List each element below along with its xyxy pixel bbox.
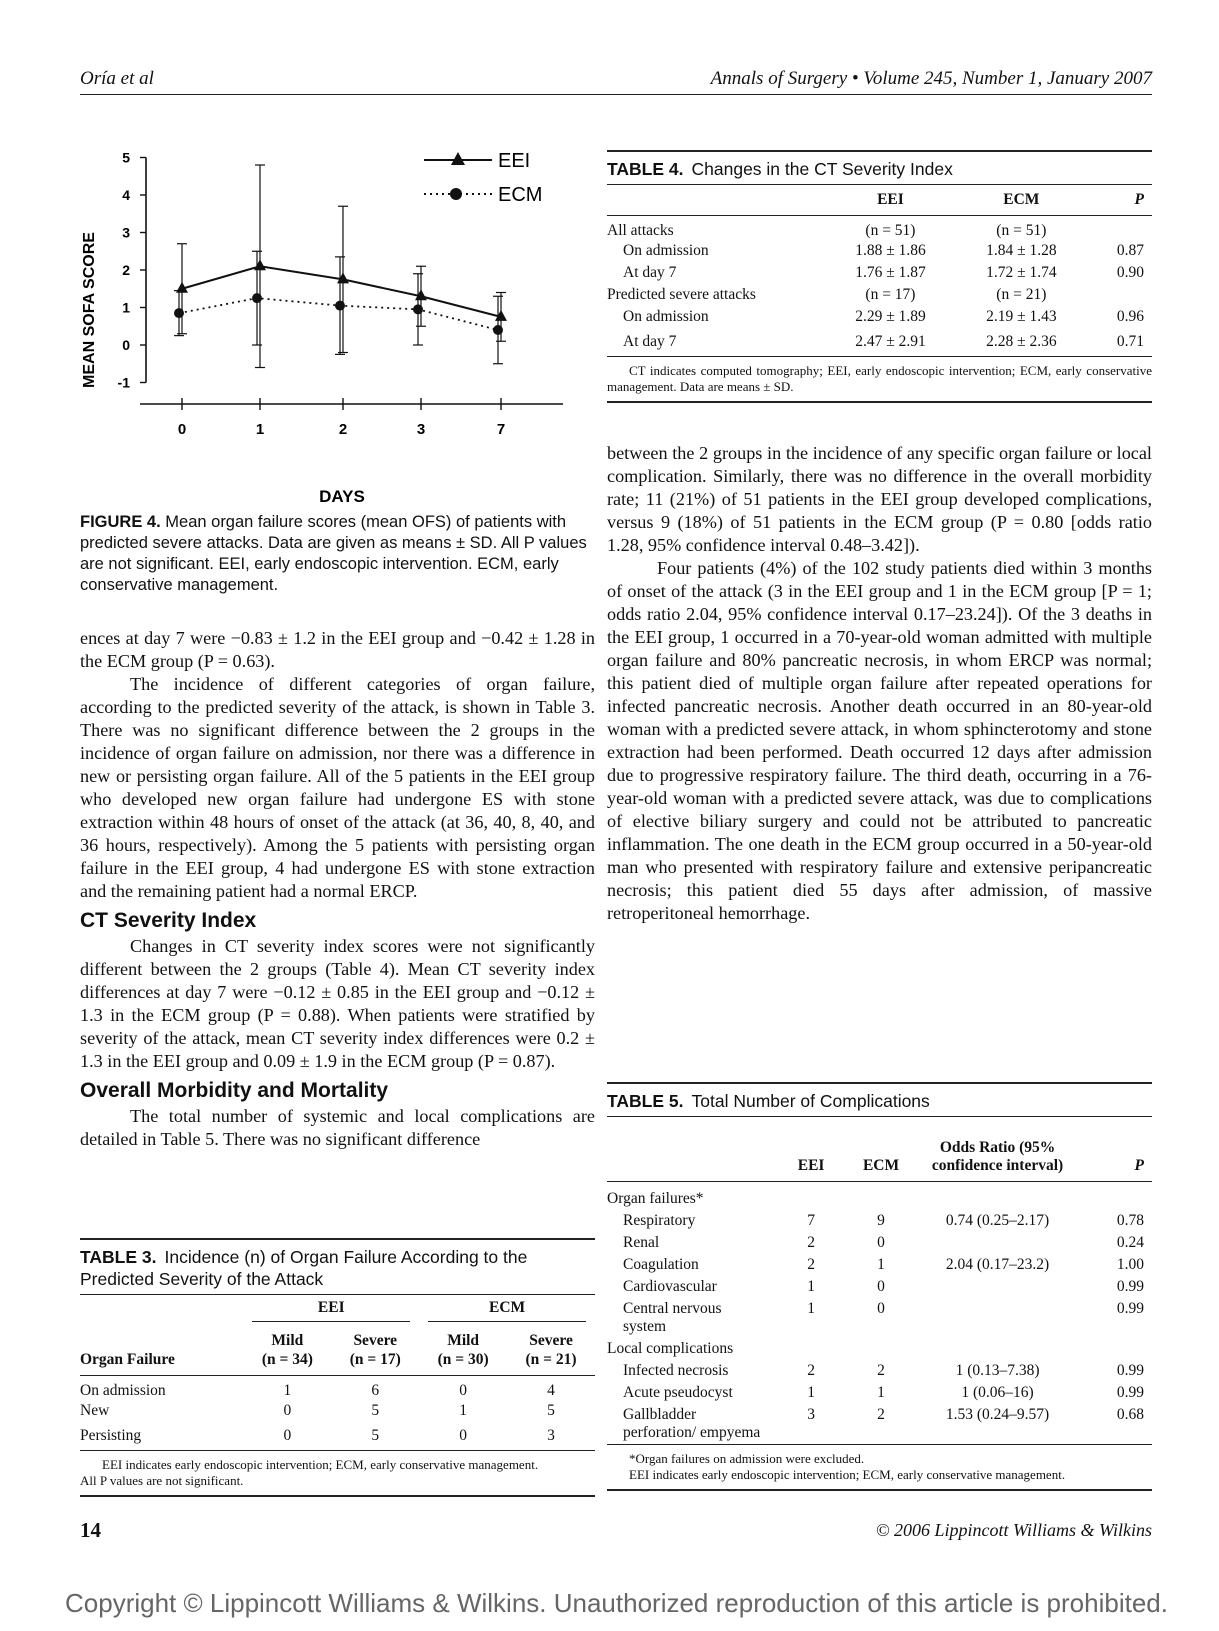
table-cell: Acute pseudocyst <box>623 1383 733 1401</box>
table-row <box>607 215 1152 240</box>
x-tick-label: 7 <box>496 421 506 438</box>
table-cell: (n = 17) <box>865 285 916 303</box>
column-header: Odds Ratio (95% confidence interval) <box>931 1138 1064 1174</box>
table-cell: (n = 51) <box>865 221 916 239</box>
column-header: Organ Failure <box>80 1350 175 1368</box>
table-cell: 0 <box>283 1401 292 1419</box>
table-row <box>607 240 1152 262</box>
chart-legend <box>424 150 542 206</box>
table-cell: 2 <box>807 1233 815 1251</box>
group-header-eei: EEI <box>252 1299 410 1322</box>
table-cell: 1 <box>807 1277 815 1295</box>
table-cell: Renal <box>623 1233 660 1251</box>
column-header: Mild (n = 30) <box>437 1331 489 1368</box>
table-row <box>607 1254 1152 1276</box>
y-tick-label: 1 <box>122 299 130 316</box>
table-row <box>607 262 1152 284</box>
left-column-text <box>80 627 595 1151</box>
table-cell: 1.00 <box>1116 1255 1144 1273</box>
table-cell: Central nervous system <box>623 1299 722 1335</box>
table-row <box>607 1360 1152 1382</box>
table-cell: 1.53 (0.24–9.57) <box>945 1405 1050 1423</box>
right-column-text <box>607 442 1152 925</box>
table-row <box>607 1276 1152 1298</box>
x-tick-label: 2 <box>338 421 348 438</box>
paragraph: Changes in CT severity index scores were not significantly different between the 2 groups (Table 4). Mean CT severity index differences at day 7 were −0.12 ± 0.85 in the EEI group and −0.12 ± 1.3 in the ECM group (P = 0.88). When patients were stratified by severity of the attack, mean CT severity index differences were 0.2 ± 1.3 in the EEI group and 0.09 ± 1.9 in the ECM group (P = 0.87). <box>80 936 595 1071</box>
table-row <box>607 1232 1152 1254</box>
table-cell: 5 <box>547 1401 555 1419</box>
table-row <box>607 1404 1152 1444</box>
paragraph: between the 2 groups in the incidence of any specific organ failure or local complication. Similarly, there was no difference in the overall morbidity rate; 11 (21%) of 51 patients in the EEI group developed complications, versus 9 (18%) of 51 patients in the ECM group (P = 0.80 [odds ratio 1.28, 95% confidence interval 0.48–3.42]). <box>607 443 1152 555</box>
series-ecm <box>174 251 503 364</box>
table-row <box>80 1375 595 1400</box>
column-header: EEI <box>877 190 904 208</box>
legend-label: ECM <box>498 184 543 206</box>
table-cell: 0.99 <box>1116 1277 1144 1295</box>
table-cell: 2 <box>877 1405 885 1423</box>
table-cell <box>1087 215 1152 240</box>
x-tick-label: 3 <box>416 421 426 438</box>
table-cell: 2.19 ± 1.43 <box>986 307 1057 325</box>
x-tick-label: 1 <box>255 421 265 438</box>
data-point <box>254 259 266 270</box>
data-point <box>413 304 423 314</box>
table-cell: On admission <box>80 1381 166 1399</box>
table-cell <box>921 1181 1074 1210</box>
table-cell: 1.72 ± 1.74 <box>986 263 1057 281</box>
table-cell: 1 <box>283 1381 292 1399</box>
table-cell: New <box>80 1401 110 1419</box>
table-row <box>607 1298 1152 1338</box>
table-cell: 1.88 ± 1.86 <box>855 241 926 259</box>
running-header-journal: Annals of Surgery • Volume 245, Number 1, January 2007 <box>710 68 1152 89</box>
section-heading-morbidity: Overall Morbidity and Mortality <box>80 1079 389 1102</box>
table-cell: 0 <box>877 1277 885 1295</box>
table-cell: 0.99 <box>1116 1361 1144 1379</box>
table-row <box>607 284 1152 306</box>
table-cell <box>921 1338 1074 1360</box>
table-cell: 0 <box>459 1426 467 1444</box>
table-cell: Persisting <box>80 1426 142 1444</box>
table-cell <box>921 1232 1074 1254</box>
section-heading-ct: CT Severity Index <box>80 909 257 932</box>
publisher-line: © 2006 Lippincott Williams & Wilkins <box>875 1520 1152 1540</box>
table-row <box>80 1422 595 1450</box>
table-cell: 2.47 ± 2.91 <box>855 332 926 350</box>
table-cell: Cardiovascular <box>623 1277 717 1295</box>
copyright-notice: Copyright © Lippincott Williams & Wilkins. Unauthorized reproduction of this article is prohibited. <box>65 1588 1168 1618</box>
column-header: EEI <box>797 1156 825 1174</box>
running-header-authors: Oría et al <box>80 68 154 89</box>
table-cell: 2.04 (0.17–23.2) <box>945 1255 1050 1273</box>
table-cell: At day 7 <box>623 332 677 350</box>
column-header: P <box>1134 190 1144 208</box>
table-cell <box>781 1181 840 1210</box>
figure-4-caption <box>80 512 595 596</box>
table-cell: Respiratory <box>623 1211 696 1229</box>
column-header: ECM <box>1003 190 1040 208</box>
table-cell <box>1087 284 1152 306</box>
table-3-grid <box>80 1295 595 1450</box>
table-4-grid <box>607 185 1152 356</box>
table-cell: 0 <box>877 1233 885 1251</box>
table-cell <box>1074 1338 1152 1360</box>
table-cell: 0.96 <box>1116 307 1144 325</box>
table-cell <box>921 1298 1074 1338</box>
table-row <box>607 1210 1152 1232</box>
y-tick-label: -1 <box>117 374 130 391</box>
paragraph: The total number of systemic and local complications are detailed in Table 5. There was no significant difference <box>80 1106 595 1149</box>
table-row <box>607 1382 1152 1404</box>
table-cell: 1 <box>877 1383 885 1401</box>
table-cell: 0.90 <box>1116 263 1144 281</box>
column-header: Severe (n = 21) <box>525 1331 577 1368</box>
data-point <box>252 293 262 303</box>
table-cell: 1 <box>807 1383 815 1401</box>
table-3 <box>80 1238 595 1497</box>
table-cell: 1 <box>807 1299 815 1317</box>
table-cell: 4 <box>547 1381 555 1399</box>
table-cell: 0.78 <box>1116 1211 1144 1229</box>
y-tick-label: 0 <box>122 337 130 353</box>
table-cell: 6 <box>371 1381 380 1399</box>
table-cell: 0 <box>459 1381 467 1399</box>
table-cell: 0 <box>283 1426 292 1444</box>
table-cell: Predicted severe attacks <box>607 285 756 303</box>
table-cell <box>781 1338 840 1360</box>
table-cell: 1 <box>877 1255 885 1273</box>
table-cell: (n = 21) <box>996 285 1047 303</box>
table-cell: Organ failures* <box>607 1189 704 1207</box>
table-cell: 0.71 <box>1116 332 1144 350</box>
table-row <box>607 1338 1152 1360</box>
table-cell <box>1074 1181 1152 1210</box>
table-4-note: CT indicates computed tomography; EEI, early endoscopic intervention; ECM, early conservative management. Data are means ± SD. <box>607 356 1152 401</box>
table-cell: 1 (0.06–16) <box>961 1383 1034 1401</box>
y-axis-label: MEAN SOFA SCORE <box>81 232 98 388</box>
table-cell <box>841 1181 921 1210</box>
table-3-header-row <box>80 1325 595 1375</box>
running-header <box>80 68 1152 95</box>
x-tick-label: 0 <box>177 421 187 438</box>
paragraph: Four patients (4%) of the 102 study patients died within 3 months of onset of the attack (3 in the EEI group and 1 in the ECM group [P = 1; odds ratio 2.04, 95% confidence interval 0.17–23.24]). Of the 3 deaths in the EEI group, 1 occurred in a 70-year-old woman admitted with multiple organ failure and 80% pancreatic necrosis, in whom ERCP was normal; this patient died of multiple organ failure after repeated operations for infected pancreatic necrosis. Another death occurred in an 80-year-old woman with a predicted severe attack, in whom sphincterotomy and stone extraction had been performed. Death occurred 12 days after admission due to progressive respiratory failure. The third death, occurring in a 76-year-old woman with a predicted severe attack, was due to complications of elective biliary surgery and could not be attributed to pancreatic inflammation. The one death in the ECM group occurred in a 50-year-old man who presented with respiratory failure and extensive peripancreatic necrosis; this patient died 55 days after admission, of massive retroperitoneal hemorrhage. <box>607 558 1152 923</box>
table-cell: 2 <box>807 1361 815 1379</box>
figure-4-caption-label: FIGURE 4. <box>80 513 161 531</box>
table-cell: 1.76 ± 1.87 <box>855 263 926 281</box>
y-tick-label: 4 <box>122 187 130 203</box>
table-cell: 7 <box>807 1211 815 1229</box>
table-3-title: TABLE 3. Incidence (n) of Organ Failure According to the Predicted Severity of the Attack <box>80 1240 595 1295</box>
table-cell: 0.99 <box>1116 1383 1144 1401</box>
column-header: Severe (n = 17) <box>349 1331 401 1368</box>
legend-marker <box>451 152 465 165</box>
table-cell: (n = 51) <box>996 221 1047 239</box>
table-5-header-row <box>607 1117 1152 1181</box>
table-cell: 1.84 ± 1.28 <box>986 241 1057 259</box>
table-cell: Local complications <box>607 1339 734 1357</box>
table-cell: 0.87 <box>1116 241 1144 259</box>
y-ticks <box>118 150 146 391</box>
table-cell: Gallbladder perforation/ empyema <box>623 1405 761 1441</box>
table-row <box>607 328 1152 356</box>
table-4 <box>607 150 1152 403</box>
table-cell <box>841 1338 921 1360</box>
table-cell: 9 <box>877 1211 885 1229</box>
table-cell: Coagulation <box>623 1255 699 1273</box>
data-point <box>335 301 345 311</box>
group-header-ecm: ECM <box>428 1299 586 1322</box>
table-cell: On admission <box>623 307 709 325</box>
table-cell: 0.24 <box>1116 1233 1144 1251</box>
table-5 <box>607 1082 1152 1491</box>
table-cell: 1 <box>459 1401 467 1419</box>
figure-4-caption-text: Mean organ failure scores (mean OFS) of patients with predicted severe attacks. Data are given as means ± SD. All P values are not significant. EEI, early endoscopic intervention. ECM, early conservative management. <box>80 513 587 594</box>
paragraph: The incidence of different categories of organ failure, according to the predicted severity of the attack, is shown in Table 3. There was no significant difference between the 2 groups in the incidence of organ failure on admission, nor there was a difference in new or persisting organ failure. All of the 5 patients in the EEI group who developed new organ failure had undergone ES with stone extraction within 48 hours of onset of the attack (at 36, 40, 8, 40, and 36 hours, respectively). Among the 5 patients with persisting organ failure in the EEI group, 4 had undergone ES with stone extraction and the remaining patient had a normal ERCP. <box>80 674 595 901</box>
table-row <box>607 306 1152 328</box>
table-cell: 3 <box>547 1426 555 1444</box>
column-header: P <box>1134 1156 1144 1174</box>
table-cell: 0.74 (0.25–2.17) <box>945 1211 1050 1229</box>
y-tick-label: 5 <box>122 150 130 166</box>
table-cell: 2.29 ± 1.89 <box>855 307 926 325</box>
column-header: ECM <box>862 1156 900 1174</box>
paragraph: ences at day 7 were −0.83 ± 1.2 in the EEI group and −0.42 ± 1.28 in the ECM group (P = 0.63). <box>80 628 595 671</box>
table-cell: On admission <box>623 241 709 259</box>
table-cell: 0.68 <box>1116 1405 1144 1423</box>
legend-label: EEI <box>498 150 531 172</box>
table-cell: 1 (0.13–7.38) <box>955 1361 1040 1379</box>
table-cell: 0 <box>877 1299 885 1317</box>
column-header: Mild (n = 34) <box>261 1331 313 1368</box>
data-point <box>493 325 503 335</box>
table-3-note: EEI indicates early endoscopic intervention; ECM, early conservative management. All P values are not significant. <box>80 1450 595 1495</box>
table-cell: 2.28 ± 2.36 <box>986 332 1057 350</box>
y-tick-label: 3 <box>122 224 130 241</box>
data-point <box>174 308 184 318</box>
table-cell: Infected necrosis <box>623 1361 729 1379</box>
table-5-grid <box>607 1117 1152 1444</box>
table-cell: 2 <box>807 1255 815 1273</box>
table-5-title: TABLE 5. Total Number of Complications <box>607 1084 1152 1117</box>
table-cell <box>921 1276 1074 1298</box>
table-cell: 5 <box>371 1401 380 1419</box>
table-4-header-row <box>607 185 1152 215</box>
table-cell: 0.99 <box>1116 1299 1144 1317</box>
table-cell: All attacks <box>607 221 674 239</box>
y-tick-label: 2 <box>122 262 130 278</box>
table-cell: 3 <box>807 1405 815 1423</box>
legend-marker <box>450 188 462 200</box>
x-axis-label: DAYS <box>319 487 365 506</box>
table-cell: 2 <box>877 1361 885 1379</box>
table-cell: At day 7 <box>623 263 677 281</box>
table-4-title: TABLE 4. Changes in the CT Severity Index <box>607 152 1152 185</box>
table-row <box>80 1400 595 1422</box>
table-cell: 5 <box>371 1426 380 1444</box>
table-row <box>607 1181 1152 1210</box>
figure-4-chart <box>78 150 598 510</box>
page-number: 14 <box>80 1518 101 1542</box>
table-5-note: *Organ failures on admission were excluded. EEI indicates early endoscopic intervention; ECM, early conservative management. <box>607 1444 1152 1489</box>
